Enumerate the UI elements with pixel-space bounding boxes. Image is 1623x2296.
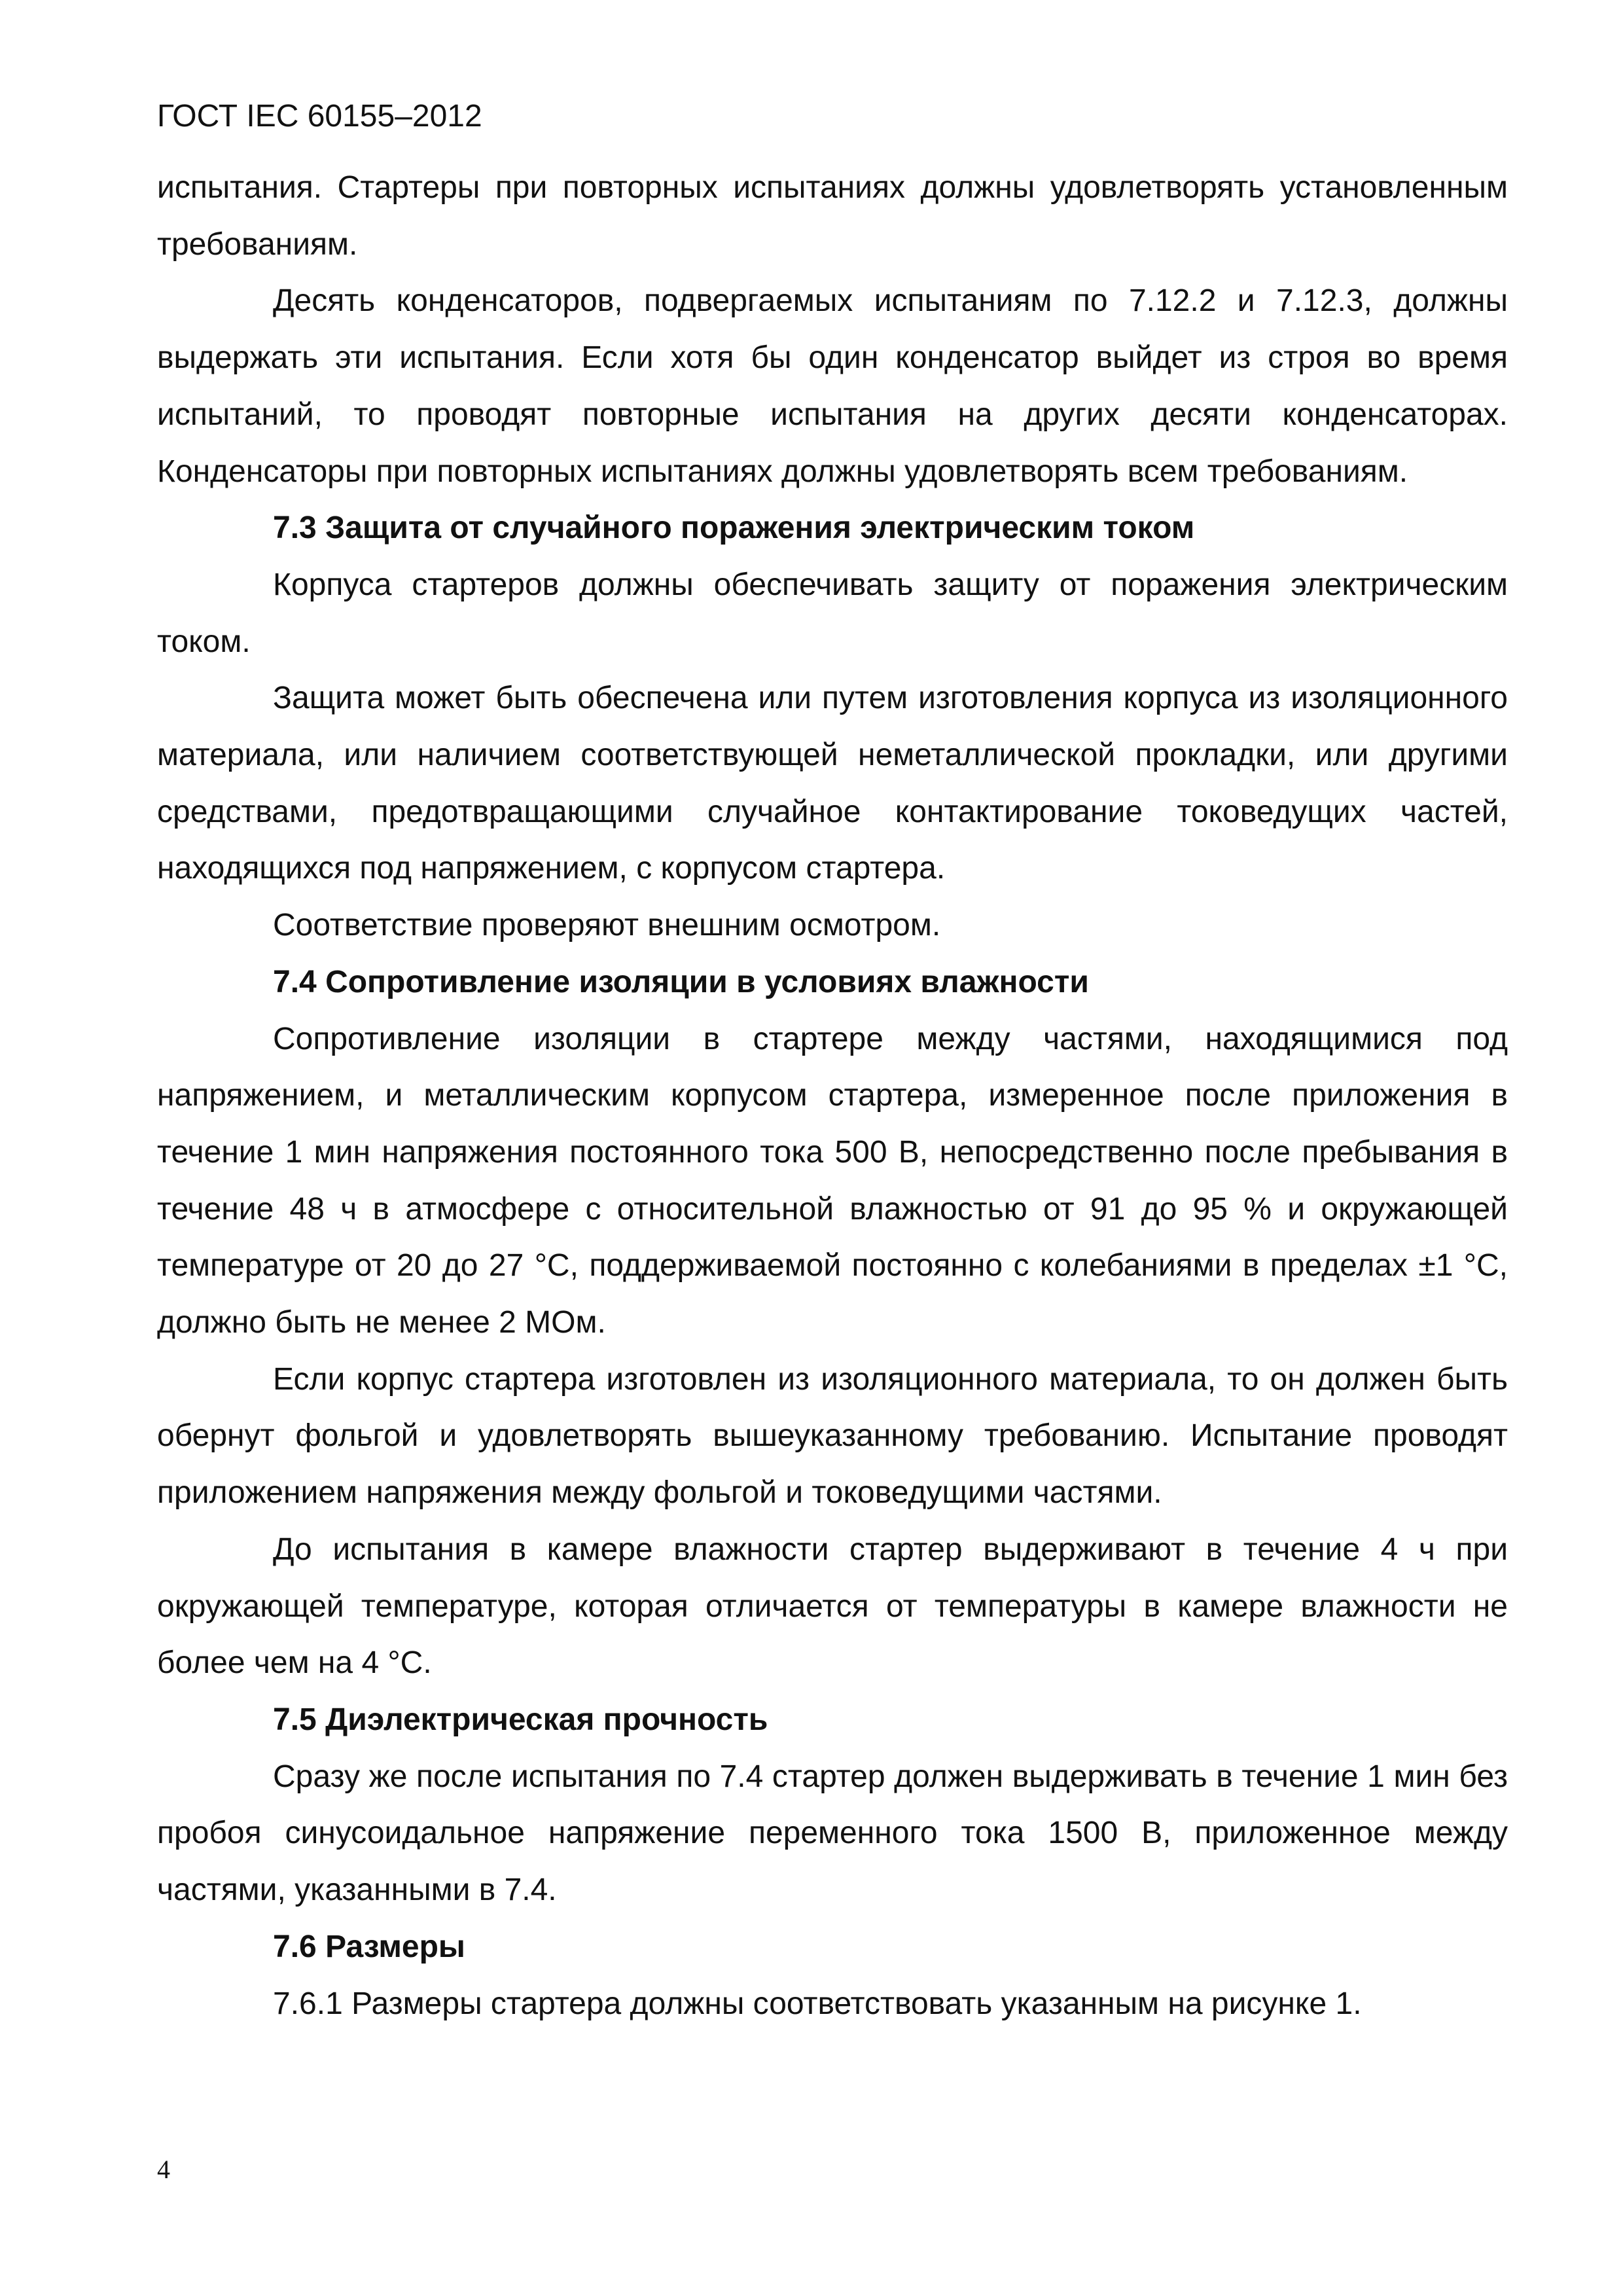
section-heading-7-4: 7.4 Сопротивление изоляции в условиях влажности xyxy=(273,964,1089,999)
paragraph-continuation: испытания. Стартеры при повторных испытаниях должны удовлетворять установленным требованиям. xyxy=(157,170,1508,262)
paragraph-enclosure-protection: Корпуса стартеров должны обеспечивать защиту от поражения электрическим током. xyxy=(157,567,1508,659)
section-heading-7-6: 7.6 Размеры xyxy=(273,1929,465,1964)
paragraph-dimensions-7-6-1: 7.6.1 Размеры стартера должны соответствовать указанным на рисунке 1. xyxy=(273,1986,1362,2021)
paragraph-humidity-preconditioning: До испытания в камере влажности стартер выдерживают в течение 4 ч при окружающей температуре, которая отличается от температуры в камере влажности не более чем на 4 °С. xyxy=(157,1532,1508,1681)
paragraph-insulation-resistance: Сопротивление изоляции в стартере между частями, находящимися под напряжением, и металлическим корпусом стартера, измеренное после приложения в течение 1 мин напряжения постоянного тока 500 В, непосредственно после пребывания в течение 48 ч в атмосфере с относительной влажностью от 91 до 95 % и окружающей температуре от 20 до 27 °С, поддерживаемой постоянно с колебаниями в пределах ±1 °С, должно быть не менее 2 МОм. xyxy=(157,1021,1508,1340)
paragraph-visual-inspection: Соответствие проверяют внешним осмотром. xyxy=(273,908,941,943)
paragraph-protection-methods: Защита может быть обеспечена или путем изготовления корпуса из изоляционного материала, или наличием соответствующей неметаллической прокладки, или другими средствами, предотвращающими случайное контактирование токоведущих частей, находящихся под напряжением, с корпусом стартера. xyxy=(157,681,1508,886)
paragraph-capacitors-testing: Десять конденсаторов, подвергаемых испытаниям по 7.12.2 и 7.12.3, должны выдержать эти испытания. Если хотя бы один конденсатор выйдет из строя во время испытаний, то проводят повторные испытания на других десяти конденсаторах. Конденсаторы при повторных испытаниях должны удовлетворять всем требованиям. xyxy=(157,283,1508,489)
paragraph-insulating-enclosure-foil: Если корпус стартера изготовлен из изоляционного материала, то он должен быть обернут фольгой и удовлетворять вышеуказанному требованию. Испытание проводят приложением напряжения между фольгой и токоведущими частями. xyxy=(157,1361,1508,1511)
section-heading-7-3: 7.3 Защита от случайного поражения электрическим током xyxy=(273,511,1195,546)
page-number: 4 xyxy=(157,2155,170,2184)
section-heading-7-5: 7.5 Диэлектрическая прочность xyxy=(273,1702,768,1737)
page-header-standard-id: ГОСТ IEC 60155–2012 xyxy=(157,99,482,134)
paragraph-dielectric-strength: Сразу же после испытания по 7.4 стартер должен выдерживать в течение 1 мин без пробоя синусоидальное напряжение переменного тока 1500 В, приложенное между частями, указанными в 7.4. xyxy=(157,1759,1508,1908)
document-body xyxy=(157,160,1508,2032)
